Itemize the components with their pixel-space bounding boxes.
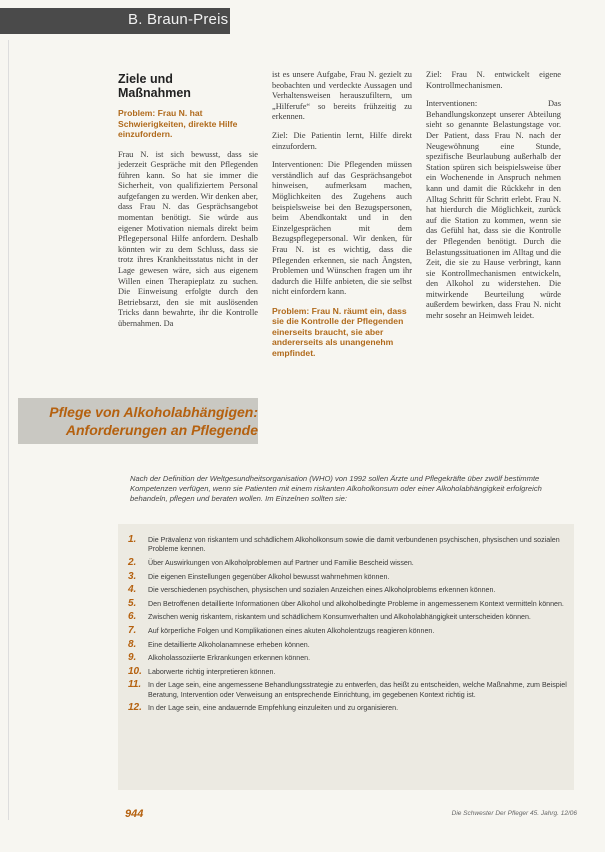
item-number: 1. xyxy=(128,534,137,545)
interventions-paragraph: Interventionen: Das Behandlungskonzept unserer Abteilung sieht so genannte Belastungstage vor. Der Patient, dass Frau N. nach der Neugewöhnung eine Stunde, spezifische Beurlaubung außerhalb der Station spüren sich beispielsweise über ein Wochenende in Anspruch nehmen kann und damit die Rückkehr in den Alltag Schritt für Schritt erlebt. Frau N. hat hierdurch die Möglichkeit, zurück auf die Station zu kommen, wenn sie das Gefühl hat, dass sie die Kontrolle der Pflegenden benötigt. Durch die Belastungssituationen im Alltag und die Zeit, die sie zu Hause verbringt, kann sie Kontrollmechanismen entwickeln, den Alkohol zu widerstehen. Die mitwirkende Beurteilung würde außerdem bewirken, dass Frau N. nicht mehr sosehr an Heimweh leidet. xyxy=(426,99,561,321)
interventions-paragraph: Interventionen: Die Pflegenden müssen verständlich auf das Gesprächsangebot hinweisen, aufmerksam machen, Möglichkeiten des Zugehens auch beispielsweise bei den Bezugspersonen, beim Abendkontakt und in den Einzelgesprächen mit dem Bezugspflegepersonal. Wir denken, für Frau N. ist es wichtig, dass die Pflegenden erkennen, sie nach Ängsten, Problemen und Wünschen fragen um ihr dadurch die Hilfe anbieten, die sie selbst nicht einfordern kann. xyxy=(272,160,412,297)
item-text: Alkoholassoziierte Erkrankungen erkennen können. xyxy=(148,654,311,663)
list-item xyxy=(128,597,568,609)
gutter-line xyxy=(8,40,9,820)
list-item xyxy=(128,624,568,636)
box-heading-line2: Anforderungen an Pflegende xyxy=(65,422,258,438)
competency-list xyxy=(128,536,568,718)
section-title-line2: Maßnahmen xyxy=(118,86,191,100)
box-heading-line1: Pflege von Alkoholabhängigen: xyxy=(49,404,258,420)
item-text: Zwischen wenig riskantem, riskantem und schädlichem Konsumverhalten und Alkoholabhängigkeit unterscheiden können. xyxy=(148,613,531,622)
list-item xyxy=(128,570,568,582)
list-item xyxy=(128,638,568,650)
item-text: In der Lage sein, eine andauernde Empfehlung einzuleiten und zu organisieren. xyxy=(148,704,399,713)
item-number: 12. xyxy=(128,702,142,714)
item-number: 8. xyxy=(128,638,137,650)
list-item xyxy=(128,704,568,713)
list-item xyxy=(128,559,568,568)
paragraph: ist es unsere Aufgabe, Frau N. gezielt zu beobachten und verdeckte Aussagen und Verhaltensweisen herauszufiltern, um „Hilferufe“ so bereits frühzeitig zu erkennen. xyxy=(272,70,412,122)
footer-source: Die Schwester Der Pfleger 45. Jahrg. 12/06 xyxy=(451,810,577,817)
column-3 xyxy=(426,70,561,330)
goal-statement: Ziel: Die Patientin lernt, Hilfe direkt einzufordern. xyxy=(272,130,412,151)
goal-statement: Ziel: Frau N. entwickelt eigene Kontrollmechanismen. xyxy=(426,70,561,90)
item-number: 11. xyxy=(128,679,142,691)
article-columns xyxy=(118,70,561,400)
item-number: 10. xyxy=(128,665,142,677)
item-number: 3. xyxy=(128,570,137,582)
item-text: Laborwerte richtig interpretieren können. xyxy=(148,667,276,676)
column-2 xyxy=(272,70,412,368)
intro-text: Nach der Definition der Weltgesundheitsorganisation (WHO) von 1992 sollen Ärzte und Pflegekräfte über zwölf bestimmte Kompetenzen verfügen, wenn sie Patienten mit einem riskanten Alkoholkonsum oder einer Alkoholabhängigkeit erfolgreich behandeln, pflegen und beraten wollen. Im Einzelnen sollten sie: xyxy=(130,474,542,503)
item-text: In der Lage sein, eine angemessene Behandlungsstrategie zu entwerfen, das heißt zu entscheiden, welche Maßnahme, zum Beispiel Beratung, Intervention oder Verweisung an entsprechende Einrichtung, im gegebenen Kontext richtig ist. xyxy=(148,681,567,699)
list-item xyxy=(128,654,568,663)
list-item xyxy=(128,536,568,555)
item-text: Auf körperliche Folgen und Komplikationen eines akuten Alkoholentzugs reagieren können. xyxy=(148,626,435,635)
page-number: 944 xyxy=(125,808,144,820)
problem-statement-2: Problem: Frau N. räumt ein, dass sie die Kontrolle der Pflegenden einerseits braucht, sie aber andererseits als unangenehm empfindet. xyxy=(272,305,407,358)
item-number: 9. xyxy=(128,652,137,664)
header-title: B. Braun-Preis xyxy=(128,11,229,28)
paragraph: Frau N. ist sich bewusst, dass sie jederzeit Gespräche mit den Pflegenden führen kann. So hat sie immer die Sicherheit, von qualifiziertem Personal aufgefangen zu werden. Wir denken aber, dass Frau N. das Gesprächsangebot momentan benötigt. Sie würde aus eigener Motivation niemals direkt beim Pflegepersonal Hilfe anfordern. Deshalb könnten wir zu dem Schluss, dass sie trotz ihres Krankheitsstatus nicht in der Lage gewesen wäre, sich aus eigenem Willen einen Therapieplatz zu suchen. Die Einweisung erfolgte durch den Betriebsarzt, den sie mit auslösenden Tricks dann bewahrte, ihr die Kontrolle übernahmen. Da xyxy=(118,149,258,328)
item-text: Über Auswirkungen von Alkoholproblemen auf Partner und Familie Bescheid wissen. xyxy=(148,559,414,567)
item-number: 2. xyxy=(128,557,137,568)
list-item xyxy=(128,613,568,622)
item-number: 4. xyxy=(128,584,137,596)
section-title xyxy=(118,72,258,100)
list-item xyxy=(128,665,568,677)
item-text: Die eigenen Einstellungen gegenüber Alkohol bewusst wahrnehmen können. xyxy=(148,572,390,581)
list-item xyxy=(128,681,568,700)
section-title-line1: Ziele und xyxy=(118,72,173,86)
item-text: Eine detaillierte Alkoholanamnese erheben können. xyxy=(148,640,310,649)
item-text: Die Prävalenz von riskantem und schädlichem Alkoholkonsum sowie die damit verbundenen psychischen, physischen und sozialen Probleme kennen. xyxy=(148,536,560,554)
item-text: Die verschiedenen psychischen, physischen und sozialen Anzeichen eines Alkoholproblems erkennen können. xyxy=(148,586,496,595)
problem-statement-1: Problem: Frau N. hat Schwierigkeiten, direkte Hilfe einzufordern. xyxy=(118,108,238,139)
item-text: Den Betroffenen detaillierte Informationen über Alkohol und alkoholbedingte Probleme in angemessenem Kontext vermitteln können. xyxy=(148,599,564,608)
column-1 xyxy=(118,70,258,338)
list-item xyxy=(128,586,568,595)
item-number: 7. xyxy=(128,624,137,636)
item-number: 5. xyxy=(128,597,137,609)
item-number: 6. xyxy=(128,611,137,623)
